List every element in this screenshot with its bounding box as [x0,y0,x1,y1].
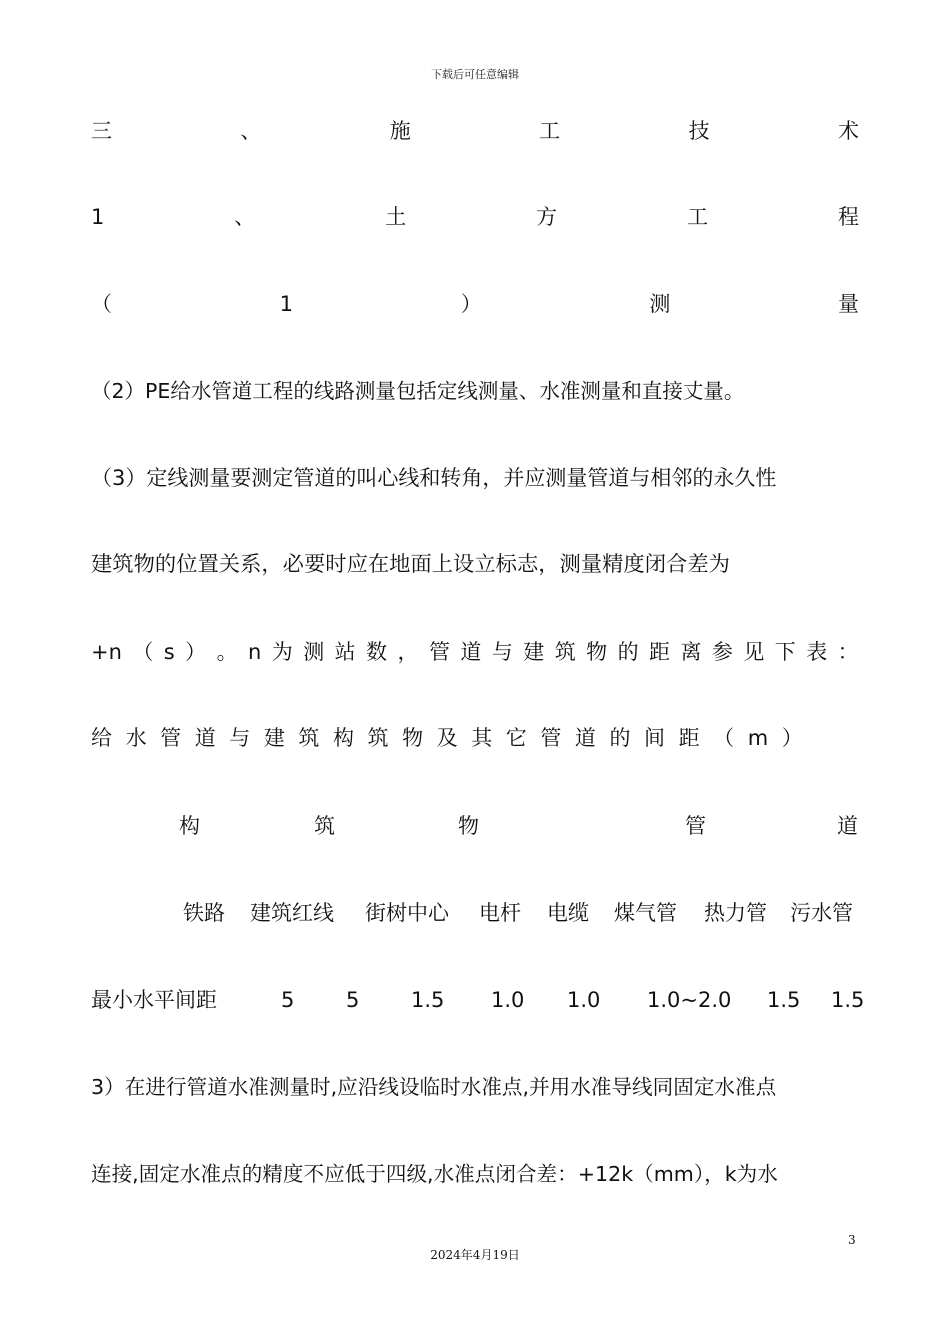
text-char: 距 [649,640,671,664]
text-char: 建 [263,726,285,750]
table-column-header: 热力管 [704,901,767,925]
item-heading [91,289,859,319]
heading-char: 三 [91,119,112,143]
text-char: 的 [609,726,631,750]
text-char: 。 [216,640,238,664]
heading-char: 技 [688,119,710,143]
text-char: 站 [334,640,356,664]
text-char: 距 [678,726,700,750]
heading-char: 工 [687,205,709,229]
text-char: 其 [471,726,493,750]
table-cell: 1.5 [767,988,801,1012]
table-cell: 1.5 [411,988,445,1012]
table-cell: 1.0~2.0 [647,988,732,1012]
text-char: （ [132,640,154,664]
text-char: 离 [680,640,702,664]
text-char: 道 [574,726,596,750]
table-header-char: 筑 [314,814,335,838]
text-char: 为 [271,640,293,664]
table-title [91,723,803,753]
table-column-header: 污水管 [790,901,853,925]
text-char: 与 [229,726,251,750]
text-char: 给 [91,726,112,750]
table-column-header: 建筑红线 [250,901,334,925]
table-row [91,985,865,1015]
text-char: 建 [523,640,545,664]
text-char: 参 [711,640,733,664]
heading-char: 方 [536,205,558,229]
table-cell: 1.0 [567,988,601,1012]
text-char: n [248,640,262,664]
text-char: ） [781,726,803,750]
text-char: 它 [505,726,527,750]
table-cell: 5 [281,988,295,1012]
table-column-header: 街树中心 [365,901,449,925]
text-char: ） [185,640,207,664]
text-char: s [163,640,175,664]
text-char: 下 [774,640,796,664]
page-number: 3 [848,1233,856,1247]
table-cell: 1.0 [491,988,525,1012]
text-char: 筑 [554,640,576,664]
paragraph-line: （2）PE给水管道工程的线路测量包括定线测量、水准测量和直接丈量。 [91,379,745,403]
paragraph-line: （3）定线测量要测定管道的叫心线和转角，并应测量管道与相邻的永久性 [91,466,777,490]
text-char: 管 [540,726,562,750]
text-char: 筑 [298,726,320,750]
paragraph-line: 建筑物的位置关系，必要时应在地面上设立标志，测量精度闭合差为 [91,552,730,577]
text-char: 道 [460,640,482,664]
text-char: +n [91,640,122,664]
page-header: 下载后可任意编辑 [431,68,519,81]
heading-char: 测 [649,292,671,316]
table-column-headers [91,898,859,928]
text-char: ， [397,640,419,664]
text-char: 测 [303,640,325,664]
text-char: （ [713,726,735,750]
text-char: 数 [366,640,388,664]
heading-char: ） [460,292,482,316]
text-char: 及 [436,726,458,750]
paragraph-line: 3）在进行管道水准测量时,应沿线设临时水准点,并用水准导线同固定水准点 [91,1075,777,1099]
heading-char: 、 [234,205,256,229]
text-char: 构 [332,726,354,750]
heading-char: 术 [837,119,859,143]
table-column-header: 煤气管 [614,901,677,925]
text-char: 物 [402,726,424,750]
text-char: 管 [428,640,450,664]
table-row-label: 最小水平间距 [91,988,217,1012]
text-char: 间 [644,726,665,750]
table-header-char: 物 [458,814,479,838]
text-char: 见 [743,640,765,664]
heading-char: 、 [240,119,262,143]
table-header-char: 管 [685,814,706,838]
table-column-header: 铁路 [183,901,225,925]
text-char: 水 [125,726,147,750]
heading-char: 程 [837,205,859,229]
text-char: 表 [806,640,828,664]
heading-char: 1 [279,292,294,316]
heading-char: 1 [91,205,105,229]
table-cell: 5 [346,988,360,1012]
section-heading [91,116,859,146]
heading-char: 工 [539,119,561,143]
text-char: 筑 [367,726,389,750]
text-char: m [747,726,769,750]
table-column-header: 电缆 [547,901,589,925]
table-column-header: 电杆 [479,901,521,925]
text-char: ： [837,640,859,664]
table-group-header [91,811,859,841]
heading-char: 施 [389,119,411,143]
text-char: 物 [586,640,608,664]
paragraph-line: 连接,固定水准点的精度不应低于四级,水准点闭合差：+12k（mm），k为水 [91,1162,778,1186]
table-header-char: 构 [179,814,200,838]
text-char: 道 [194,726,216,750]
table-cell: 1.5 [831,988,865,1012]
heading-char: 土 [385,205,407,229]
text-char: 的 [617,640,639,664]
text-char: 管 [160,726,182,750]
text-char: 与 [491,640,513,664]
heading-char: （ [91,292,112,316]
table-header-char: 道 [837,814,858,838]
paragraph-line-spread [91,637,859,667]
footer-date: 2024年4月19日 [430,1248,520,1262]
subsection-heading [91,202,859,232]
heading-char: 量 [838,292,859,316]
